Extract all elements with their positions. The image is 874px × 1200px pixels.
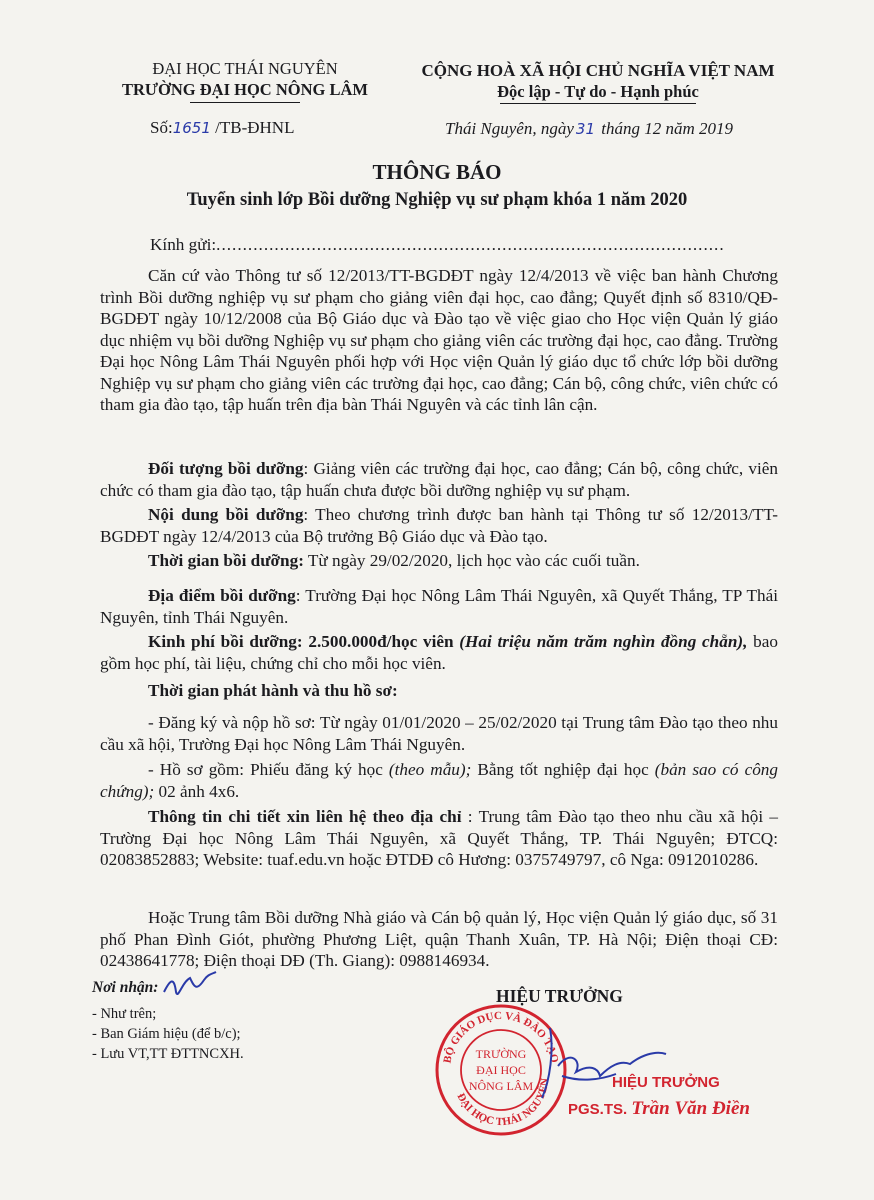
time-text: Từ ngày 29/02/2020, lịch học vào các cuối tuần. <box>303 551 640 570</box>
fee-label: Kinh phí bồi dưỡng: 2.500.000đ/học viên <box>148 632 454 651</box>
seal-outer-text: BỘ GIÁO DỤC VÀ ĐÀO TẠO <box>441 1009 561 1065</box>
motto-underline <box>500 103 696 104</box>
dossier-italic-1: (theo mẫu); <box>382 760 472 779</box>
fee-paragraph <box>100 631 778 674</box>
stamp-title: HIỆU TRƯỞNG <box>612 1074 720 1091</box>
content-label: Nội dung bồi dưỡng <box>148 505 304 524</box>
application-period-heading: Thời gian phát hành và thu hồ sơ: <box>148 681 398 700</box>
issue-date <box>445 118 733 140</box>
date-suffix: tháng 12 năm 2019 <box>601 119 733 138</box>
date-day-handwritten: 31 <box>575 120 595 138</box>
dossier-text-1: - Hồ sơ gồm: Phiếu đăng ký học <box>148 760 383 779</box>
national-title: CỘNG HOÀ XÃ HỘI CHỦ NGHĨA VIỆT NAM <box>421 61 775 80</box>
doc-number-handwritten: 1651 <box>172 119 211 137</box>
contact-label: Thông tin chi tiết xin liên hệ theo địa chỉ <box>148 807 462 826</box>
dossier-italic-2: (bản sao có công chứng); <box>100 760 778 801</box>
contact-text: : Trung tâm Đào tạo theo nhu cầu xã hội – Trường Đại học Nông Lâm Thái Nguyên, xã Quyết Thắng, TP. Thái Nguyên; ĐTCQ: 02083852883; Website: tuaf.edu.vn hoặc ĐTDĐ cô Hương: 0375749797, cô Nga: 0912010286. <box>100 807 778 869</box>
content-text: : Theo chương trình được ban hành tại Thông tư số 12/2013/TT-BGDĐT ngày 12/4/2013 của Bộ trưởng Bộ Giáo dục và Đào tạo. <box>100 505 778 546</box>
fee-text: bao gồm học phí, tài liệu, chứng chỉ cho mỗi học viên. <box>100 632 778 673</box>
location-label: Địa điểm bồi dưỡng <box>148 586 296 605</box>
seal-line-3: NÔNG LÂM <box>468 1079 534 1093</box>
national-motto-block <box>408 60 788 104</box>
seal-line-1: TRƯỜNG <box>475 1047 527 1061</box>
doc-number-suffix: /TB-ĐHNL <box>215 118 295 137</box>
content-paragraph <box>100 504 778 547</box>
time-paragraph <box>100 550 778 572</box>
time-label: Thời gian bồi dưỡng: <box>148 551 304 570</box>
addressee-line <box>150 234 725 256</box>
recipient-item: - Như trên; <box>92 1006 157 1022</box>
recipient-item: - Lưu VT,TT ĐTTNCXH. <box>92 1046 244 1062</box>
location-text: : Trường Đại học Nông Lâm Thái Nguyên, xã Quyết Thắng, TP Thái Nguyên, tỉnh Thái Nguyên. <box>100 586 778 627</box>
issuer-parent-org: ĐẠI HỌC THÁI NGUYÊN <box>152 59 338 78</box>
seal-line-2: ĐẠI HỌC <box>476 1063 526 1077</box>
issuer-school: TRƯỜNG ĐẠI HỌC NÔNG LÂM <box>122 80 368 99</box>
dossier-paragraph <box>100 759 778 802</box>
seal-outer-bottom: ĐẠI HỌC THÁI NGUYÊN <box>454 1077 552 1129</box>
target-label: Đối tượng bồi dưỡng <box>148 459 304 478</box>
dossier-text-2: Bằng tốt nghiệp đại học <box>471 760 649 779</box>
national-motto: Độc lập - Tự do - Hạnh phúc <box>497 82 699 101</box>
fee-amount-words: (Hai triệu năm trăm nghìn đồng chẵn), <box>453 632 748 651</box>
recipient-item: - Ban Giám hiệu (để b/c); <box>92 1026 241 1042</box>
date-prefix: Thái Nguyên, ngày <box>445 119 574 138</box>
issuer-underline <box>190 102 300 103</box>
initial-handwritten-icon <box>160 970 220 1006</box>
alternative-contact-paragraph: Hoặc Trung tâm Bồi dưỡng Nhà giáo và Cán bộ quản lý, Học viện Quản lý giáo dục, số 31 phố Phan Đình Giót, phường Phương Liệt, quận Thanh Xuân, TP. Hà Nội; Điện thoại CĐ: 02438641778; Điện thoại DĐ (Th. Giang): 0988146934. <box>100 908 778 970</box>
contact-paragraph <box>100 806 778 871</box>
stamp-name-prefix: PGS.TS. <box>568 1101 628 1118</box>
document-subtitle: Tuyển sinh lớp Bồi dưỡng Nghiệp vụ sư phạm khóa 1 năm 2020 <box>186 190 688 210</box>
location-paragraph <box>100 585 778 628</box>
recipients-label: Nơi nhận: <box>92 979 159 996</box>
target-paragraph <box>100 458 778 501</box>
document-title: THÔNG BÁO <box>372 160 502 184</box>
stamp-name <box>568 1098 750 1120</box>
document-number <box>150 117 294 139</box>
issuer-block <box>110 58 380 103</box>
doc-number-prefix: Số: <box>150 118 173 137</box>
addressee-label: Kính gửi: <box>150 235 217 254</box>
signer-title: HIỆU TRƯỞNG <box>496 986 623 1006</box>
legal-basis-paragraph: Căn cứ vào Thông tư số 12/2013/TT-BGDĐT ngày 12/4/2013 về việc ban hành Chương trình Bồi dưỡng nghiệp vụ sư phạm cho giảng viên đại học, cao đẳng; Quyết định số 8310/QĐ-BGDĐT ngày 10/12/2008 của Bộ Giáo dục và Đào tạo về việc giao cho Học viện Quản lý giáo dục nhiệm vụ bồi dưỡng Nghiệp vụ sư phạm cho giảng viên các trường đại học, cao đẳng. Trường Đại học Nông Lâm Thái Nguyên phối hợp với Học viện Quản lý giáo dục tổ chức lớp bồi dưỡng Nghiệp vụ sư phạm cho giảng viên các trường đại học, cao đẳng; Cán bộ, công chức, viên chức có tham gia đào tạo, tập huấn trên địa bàn Thái Nguyên và các tỉnh lân cận. <box>100 266 778 414</box>
dossier-text-3: 02 ảnh 4x6. <box>154 781 240 801</box>
registration-paragraph: - Đăng ký và nộp hồ sơ: Từ ngày 01/01/2020 – 25/02/2020 tại Trung tâm Đào tạo theo nhu cầu xã hội, Trường Đại học Nông Lâm Thái Nguyên. <box>100 713 778 754</box>
addressee-dots: ................................................................................................ <box>216 235 725 254</box>
target-text: : Giảng viên các trường đại học, cao đẳng; Cán bộ, công chức, viên chức có tham gia đào tạo, tập huấn chưa được bồi dưỡng nghiệp vụ sư phạm. <box>100 459 778 500</box>
stamp-name-text: Trần Văn Điền <box>631 1098 750 1119</box>
